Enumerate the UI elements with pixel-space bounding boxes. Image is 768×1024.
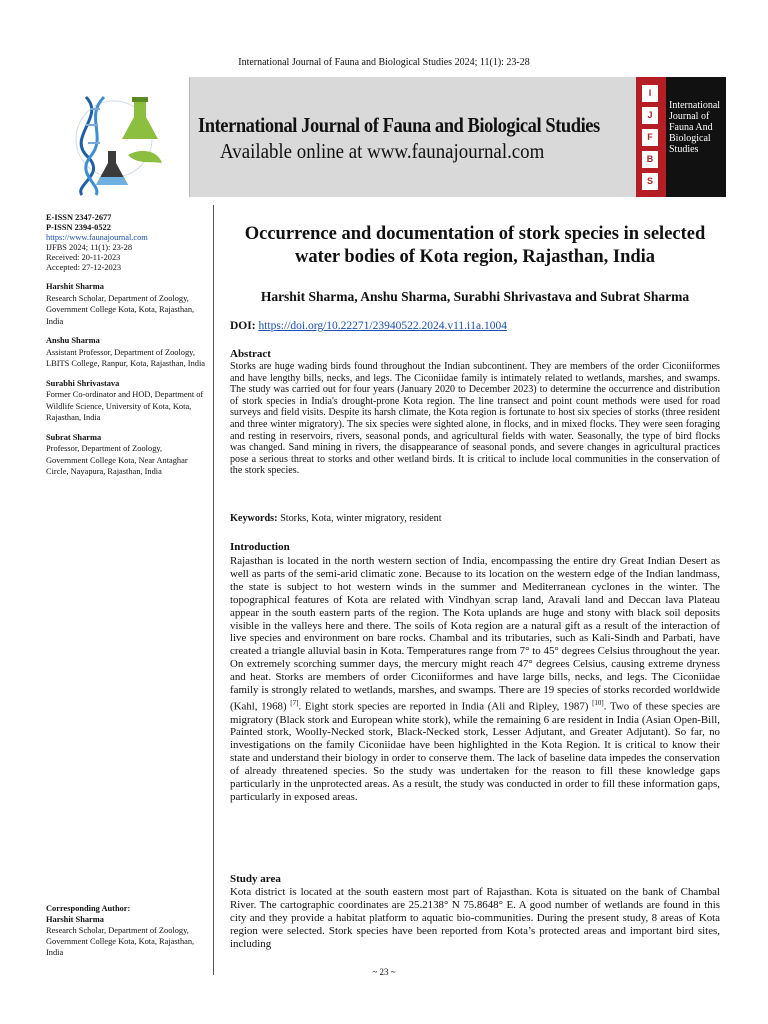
introduction-heading: Introduction xyxy=(230,541,290,553)
pissn: P-ISSN 2394-0522 xyxy=(46,223,111,232)
ijfbs-badge xyxy=(636,77,726,197)
dna-flask-logo-icon xyxy=(46,77,189,197)
intro-part: . Two of these species are migratory (Black stork and European white stork), while the remaining 6 are resident in India (Asian Open-Bill, Painted stork, Woolly-Necked stork, Black-Necked stork, Lesser Adjutant, and Greater Adjutant). So far, no investigations on the family Ciconiidae have been highlighted in the Kota Region. It is critical to know their state and understand their biology in order to conserve them. The lack of baseline data impedes the conservation of already threatened species. So the study was undertaken for the reason to fill these knowledge gaps particularly in the unprotected areas. As a result, the study was conducted in order to fill these information gaps, particularly in exposed areas. xyxy=(230,700,720,803)
affiliation-name: Harshit Sharma xyxy=(46,282,104,291)
affiliation xyxy=(46,432,206,478)
introduction-text xyxy=(230,555,720,804)
doi-link[interactable]: https://doi.org/10.22271/23940522.2024.v11.i1a.1004 xyxy=(258,320,507,332)
corresponding-text: Research Scholar, Department of Zoology, Government College Kota, Kota, Rajasthan, India xyxy=(46,926,195,957)
badge-letter: F xyxy=(642,129,658,146)
affiliation-name: Anshu Sharma xyxy=(46,336,100,345)
article-meta xyxy=(46,213,206,478)
affiliation-text: Former Co-ordinator and HOD, Department of Wildlife Science, University of Kota, Kota, Rajasthan, India xyxy=(46,390,204,422)
accepted-date: Accepted: 27-12-2023 xyxy=(46,263,122,272)
abstract-text: Storks are huge wading birds found throughout the Indian subcontinent. They are members of the order Ciconiiformes and have lengthy bills, necks, and legs. The Ciconiidae family is intimately related to wetlands, marshes, and swamps. The study was carried out for four years (January 2020 to December 2023) to determine the occurrence and distribution of stork species in India's drought-prone Kota region. The line transect and point count methods were used for road surveys and field visits. Despite its harsh climate, the Kota region is fortunate to host six species of storks (three resident and three winter migratory). The six species were sighted alone, in flocks, and in mixed flocks. They were seen foraging and resting in reservoirs, rivers, seasonal ponds, and agricultural fields with water. Seasonally, the type of bird flocks was changed. Sand mining in rivers, the disappearance of seasonal ponds, and severe changes in agricultural practices pose a serious threat to storks and other wetland birds. It is critical to include local communities in the conservation of the stork species. xyxy=(230,361,720,477)
badge-letter: S xyxy=(642,173,658,190)
journal-banner xyxy=(46,77,726,197)
received-date: Received: 20-11-2023 xyxy=(46,253,121,262)
badge-letter: B xyxy=(642,151,658,168)
affiliation-text: Research Scholar, Department of Zoology, Government College Kota, Kota, Rajasthan, India xyxy=(46,293,195,326)
banner-subtitle: Available online at www.faunajournal.com xyxy=(220,139,545,163)
keywords xyxy=(230,513,442,524)
study-area-text: Kota district is located at the south eastern most part of Rajasthan. Kota is situated on the bank of Chambal River. The cartographic coordinates are 25.2138° N 75.8648° E. A good number of wetlands are found in this city and they provide a habitat platform to aquatic bio-communities. During the present study, 8 areas of Kota region were selected. Stork species have been reported from Kota’s protected areas and important bird sites, including xyxy=(230,886,720,950)
affiliation xyxy=(46,335,206,370)
affiliation-name: Subrat Sharma xyxy=(46,432,102,442)
affiliation-text: Assistant Professor, Department of Zoology, LBITS College, Ranpur, Kota, Rajasthan, India xyxy=(46,347,205,368)
affiliation xyxy=(46,281,206,327)
running-head: International Journal of Fauna and Biological Studies 2024; 11(1): 23-28 xyxy=(238,57,530,68)
corresponding-label: Corresponding Author: xyxy=(46,904,131,913)
journal-url-link[interactable]: https://www.faunajournal.com xyxy=(46,233,148,242)
page-number: ~ 23 ~ xyxy=(372,967,396,977)
badge-letter: I xyxy=(642,85,658,102)
ijfbs-citation: IJFBS 2024; 11(1): 23-28 xyxy=(46,243,133,252)
eissn: E-ISSN 2347-2677 xyxy=(46,213,112,222)
affiliation-text: Professor, Department of Zoology, Government College Kota, Near Antaghar Circle, Nayapura, Rajasthan, India xyxy=(46,444,188,476)
keywords-text: Storks, Kota, winter migratory, resident xyxy=(280,513,442,524)
journal-logo xyxy=(46,77,190,197)
intro-part: Rajasthan is located in the north western section of India, encompassing the entire dry Great Indian Desert as well as parts of the semi-arid climatic zone. Because to its location on the western edge of the Indian landmass, the state is subject to hot western winds in the summer and Mediterranean cyclones in the winter. The topographical features of Kota are related with Vindhyan scrap land, Aravali land and Deccan lava Plateau appear in the south eastern parts of the region. The Kota uplands are huge and stony with black soil deposits visible in the valleys here and there. The soils of Kota region are a natural gift as a result of the interaction of live species and environment on bare rocks. Chambal and its tributaries, such as Kali-Sindh and Parbati, have created a triangle alluvial basin in Kota. Temperatures range from 7° to 45° degrees Celsius throughout the year. On extremely scorching summer days, the mercury might reach 47° degrees Celsius, causing extreme dryness and heat. Storks are members of order Ciconiiformes and have large bills, necks, and legs. The Ciconiidae family is strongly related to wetlands, marshes, and swamps. There are 19 species of storks recorded worldwide (Kahl, 1968) xyxy=(230,555,720,713)
citation-ref[interactable]: [10] xyxy=(592,698,604,707)
article-title: Occurrence and documentation of stork species in selected water bodies of Kota region, Rajasthan, India xyxy=(244,224,706,267)
column-divider xyxy=(213,205,214,975)
badge-letter: J xyxy=(642,107,658,124)
keywords-label: Keywords: xyxy=(230,513,278,524)
abstract-heading: Abstract xyxy=(230,348,271,360)
corresponding-name: Harshit Sharma xyxy=(46,915,104,924)
study-area-heading: Study area xyxy=(230,873,281,885)
article-authors: Harshit Sharma, Anshu Sharma, Surabhi Shrivastava and Subrat Sharma xyxy=(260,289,690,304)
doi-label: DOI: xyxy=(230,320,256,332)
badge-side-text: International Journal of Fauna And Biological Studies xyxy=(669,100,721,155)
doi-line xyxy=(230,320,507,332)
corresponding-author xyxy=(46,903,211,958)
intro-part: . Eight stork species are reported in India (Ali and Ripley, 1987) xyxy=(298,700,589,713)
affiliation xyxy=(46,378,206,424)
citation-ref[interactable]: [7] xyxy=(290,698,299,707)
banner-title: International Journal of Fauna and Biological Studies xyxy=(198,113,600,137)
affiliation-name: Surabhi Shrivastava xyxy=(46,378,120,388)
